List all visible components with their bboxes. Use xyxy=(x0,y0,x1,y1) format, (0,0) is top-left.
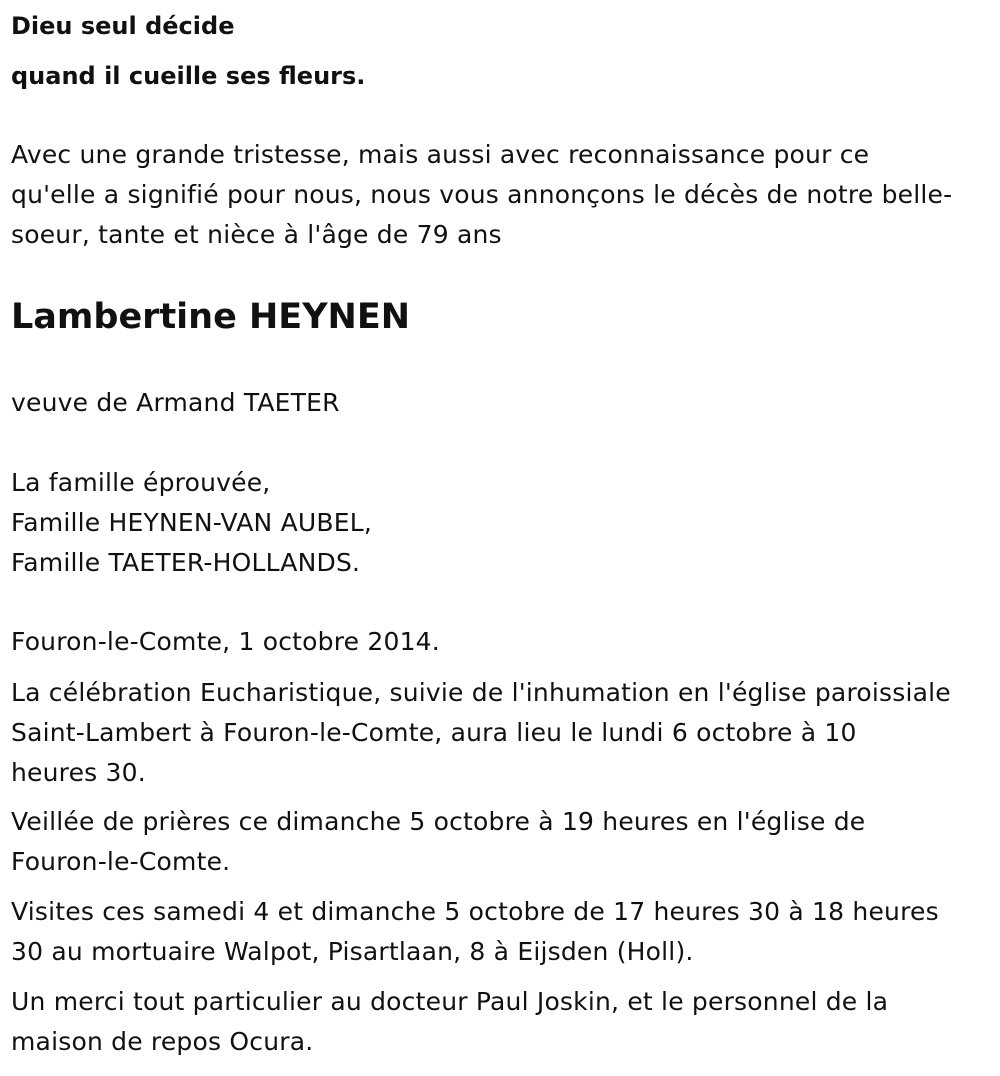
intro-line: qu'elle a signifié pour nous, nous vous annonçons le décès de notre belle- xyxy=(11,180,953,209)
family-line: Famille HEYNEN-VAN AUBEL, xyxy=(11,508,373,537)
family-line: La famille éprouvée, xyxy=(11,468,271,497)
place-date: Fouron-le-Comte, 1 octobre 2014. xyxy=(11,627,440,656)
visits-paragraph xyxy=(11,892,992,972)
intro-line: Avec une grande tristesse, mais aussi avec reconnaissance pour ce xyxy=(11,140,870,169)
celebration-paragraph xyxy=(11,673,992,793)
intro-line: soeur, tante et nièce à l'âge de 79 ans xyxy=(11,220,502,249)
family-line: Famille TAETER-HOLLANDS. xyxy=(11,548,361,577)
celebration-line: Saint-Lambert à Fouron-le-Comte, aura lieu le lundi 6 octobre à 10 xyxy=(11,718,857,747)
thanks-line: maison de repos Ocura. xyxy=(11,1027,314,1056)
celebration-line: La célébration Eucharistique, suivie de l'inhumation en l'église paroissiale xyxy=(11,678,951,707)
celebration-line: heures 30. xyxy=(11,758,146,787)
thanks-paragraph xyxy=(11,982,992,1062)
widow-of-line: veuve de Armand TAETER xyxy=(11,388,340,417)
vigil-paragraph xyxy=(11,802,992,882)
vigil-line: Veillée de prières ce dimanche 5 octobre à 19 heures en l'église de xyxy=(11,807,866,836)
motto-line-1: Dieu seul décide xyxy=(11,12,235,40)
intro-paragraph xyxy=(11,135,992,255)
family-list xyxy=(11,463,992,583)
deceased-name: Lambertine HEYNEN xyxy=(11,297,411,337)
visits-line: 30 au mortuaire Walpot, Pisartlaan, 8 à Eijsden (Holl). xyxy=(11,937,694,966)
visits-line: Visites ces samedi 4 et dimanche 5 octobre de 17 heures 30 à 18 heures xyxy=(11,897,939,926)
thanks-line: Un merci tout particulier au docteur Paul Joskin, et le personnel de la xyxy=(11,987,889,1016)
motto-line-2: quand il cueille ses fleurs. xyxy=(11,62,366,90)
vigil-line: Fouron-le-Comte. xyxy=(11,847,231,876)
